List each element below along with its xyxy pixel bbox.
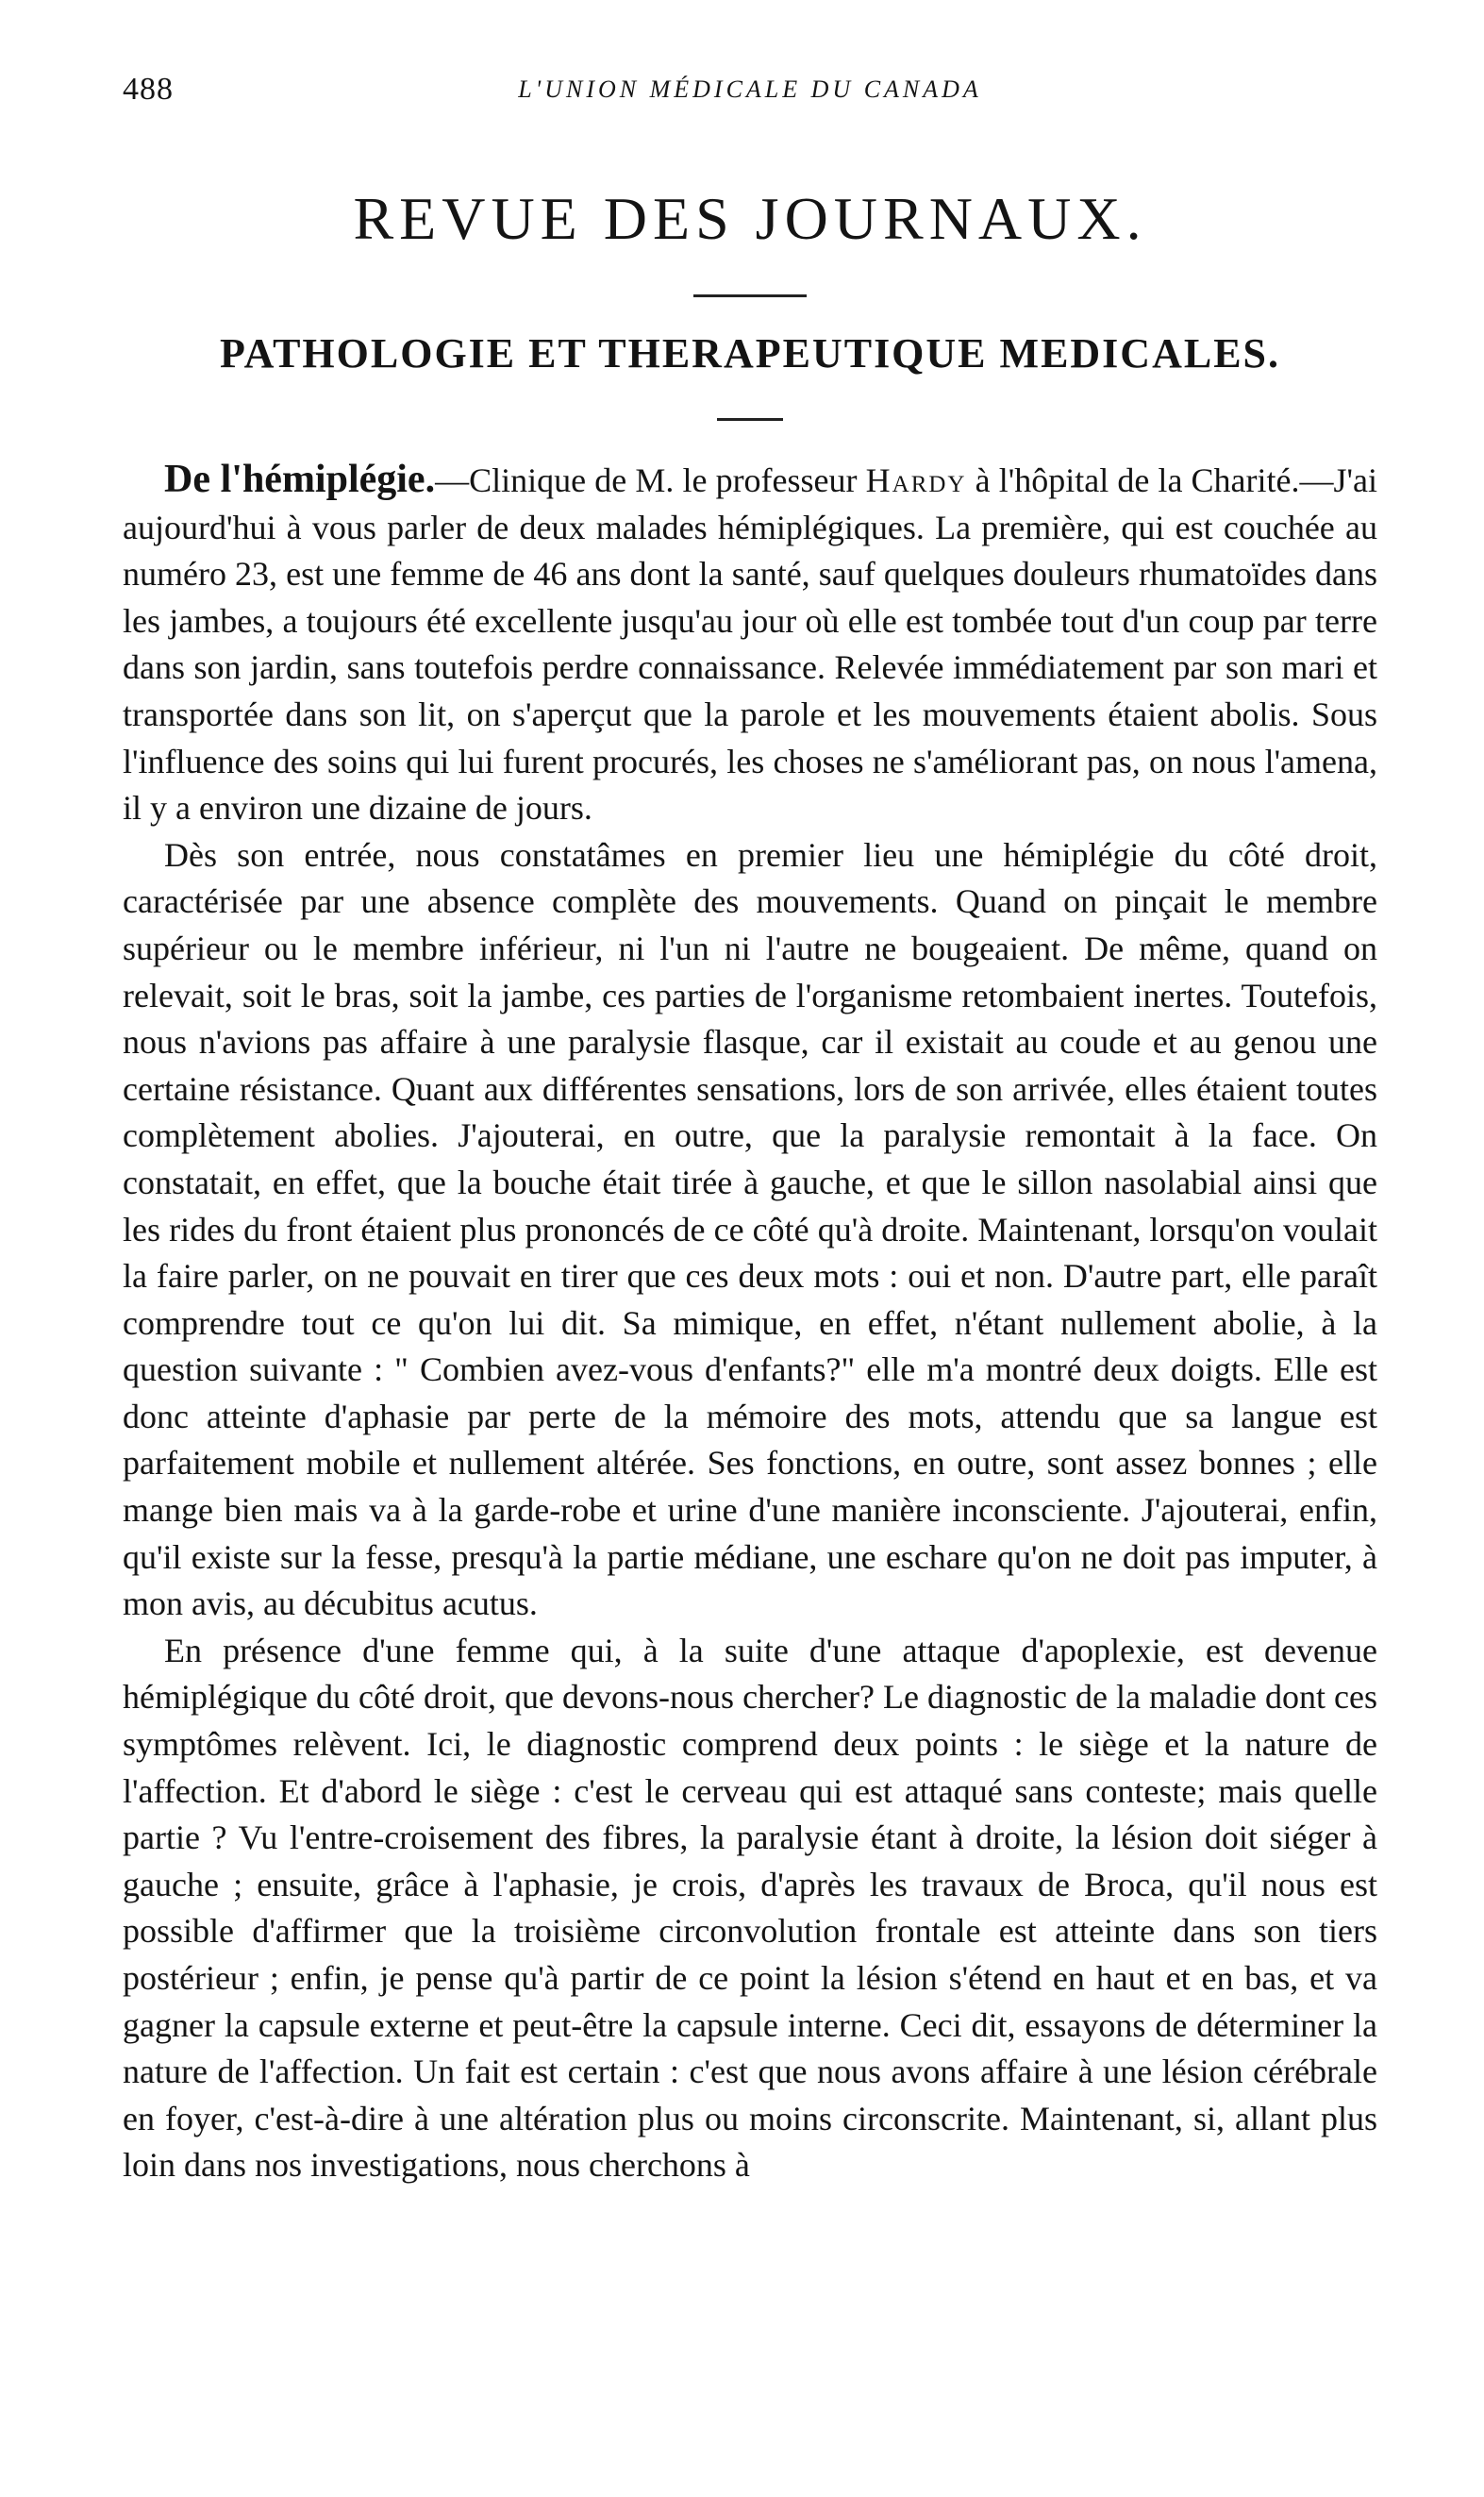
paragraph-3: En présence d'une femme qui, à la suite d'une attaque d'apoplexie, est devenue hémiplégique du côté droit, que devons-nous chercher? Le diagnostic de la maladie dont ces symptômes relèvent. Ici, le diagnostic comprend deux points : le siège et la nature de l'affection. Et d'abord le siège : c'est le cerveau qui est attaqué sans conteste; mais quelle partie ? Vu l'entre-croisement des fibres, la paralysie étant à droite, la lésion doit siéger à gauche ; ensuite, grâce à l'aphasie, je crois, d'après les travaux de Broca, qu'il nous est possible d'affirmer que la troisième circonvolution frontale est atteinte dans son tiers postérieur ; enfin, je pense qu'à partir de ce point la lésion s'étend en haut et en bas, et va gagner la capsule externe et peut-être la capsule interne. Ceci dit, essayons de déterminer la nature de l'affection. Un fait est certain : c'est que nous avons affaire à une lésion cérébrale en foyer, c'est-à-dire à une altération plus ou moins circonscrite. Maintenant, si, allant plus loin dans nos investigations, nous cherchons à <box>123 1631 1377 2185</box>
article-title: De l'hémiplégie. <box>164 458 436 501</box>
running-head <box>123 66 1377 123</box>
journal-name: L'UNION MÉDICALE DU CANADA <box>518 75 982 103</box>
professor-name: Hardy <box>865 461 967 499</box>
article-body <box>123 457 1377 2189</box>
paragraph-2: Dès son entrée, nous constatâmes en premier lieu une hémiplégie du côté droit, caractérisée par une absence complète des mouvements. Quand on pinçait le membre supérieur ou le membre inférieur, ni l'un ni l'autre ne bougeaient. De même, quand on relevait, soit le bras, soit la jambe, ces parties de l'organisme retombaient inertes. Toutefois, nous n'avions pas affaire à une paralysie flasque, car il existait au coude et au genou une certaine résistance. Quant aux différentes sensations, lors de son arrivée, elles étaient toutes complètement abolies. J'ajouterai, en outre, que la paralysie remontait à la face. On constatait, en effet, que la bouche était tirée à gauche, et que le sillon nasolabial ainsi que les rides du front étaient plus prononcés de ce côté qu'à droite. Maintenant, lorsqu'on voulait la faire parler, on ne pouvait en tirer que ces deux mots : oui et non. D'autre part, elle paraît comprendre tout ce qu'on lui dit. Sa mimique, en effet, n'étant nullement abolie, à la question suivante : " Combien avez-vous d'enfants?" elle m'a montré deux doigts. Elle est donc atteinte d'aphasie par perte de la mémoire des mots, attendu que sa langue est parfaitement mobile et nullement altérée. Ses fonctions, en outre, sont assez bonnes ; elle mange bien mais va à la garde-robe et urine d'une manière inconsciente. J'ajouterai, enfin, qu'il existe sur la fesse, presqu'à la partie médiane, une eschare qu'on ne doit pas imputer, à mon avis, au décubitus acutus. <box>123 835 1377 1623</box>
divider-rule-short <box>717 418 783 421</box>
divider-rule <box>693 294 807 297</box>
subsection-title: PATHOLOGIE ET THERAPEUTIQUE MEDICALES. <box>219 330 1281 377</box>
article-intro: à l'hôpital de la Charité.—J'ai aujourd'hui à vous parler de deux malades hémiplégiques. La première, qui est couchée au numéro 23, est une femme de 46 ans dont la santé, sauf quelques douleurs rhumatoïdes dans les jambes, a toujours été excellente jusqu'au jour où elle est tombée tout d'un coup par terre dans son jardin, sans toutefois perdre connaissance. Relevée immédiatement par son mari et transportée dans son lit, on s'aperçut que la parole et les mouvements étaient abolis. Sous l'influence des soins qui lui furent procurés, les choses ne s'améliorant pas, on nous l'amena, il y a environ une dizaine de jours. <box>123 461 1377 828</box>
page-number: 488 <box>123 72 174 107</box>
section-title: REVUE DES JOURNAUX. <box>353 185 1147 252</box>
article-intro-lead: —Clinique de M. le professeur <box>435 461 866 499</box>
paragraph-1 <box>123 457 1377 832</box>
page <box>123 66 1377 2189</box>
